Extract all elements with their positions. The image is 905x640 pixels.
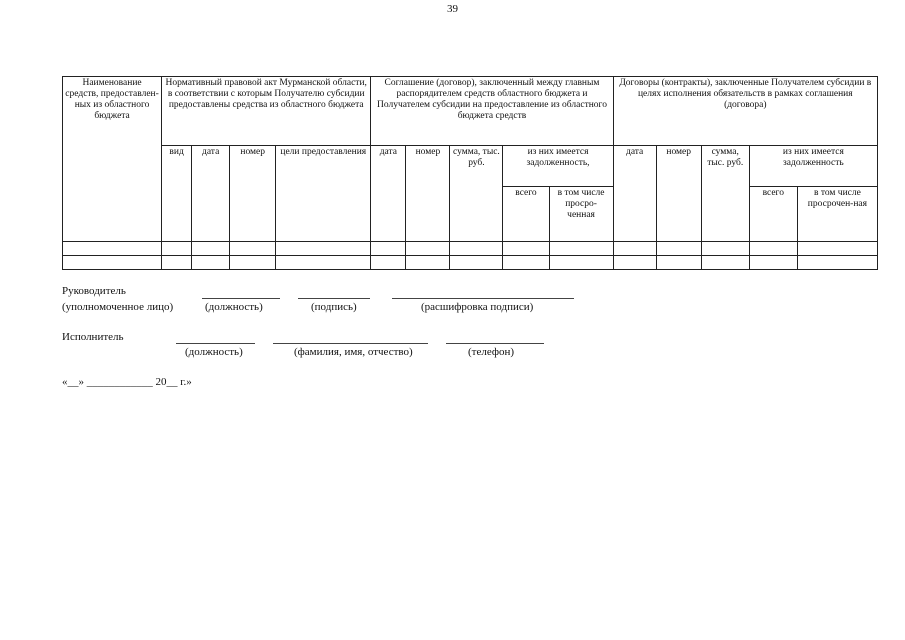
agreement-debt-header: из них имеется задолженность, (503, 146, 613, 187)
table-cell (656, 256, 701, 270)
table-cell (797, 242, 877, 256)
contracts-overdue-header: в том числе просрочен-ная (797, 187, 877, 242)
executor-position-caption: (должность) (185, 346, 243, 358)
agreement-date-header: дата (371, 146, 406, 242)
agreement-sum-header: сумма, тыс. руб. (450, 146, 503, 242)
table-cell (450, 256, 503, 270)
act-date-header: дата (192, 146, 230, 242)
table-cell (656, 242, 701, 256)
header-name: Наименование средств, предоставлен-ных из областного бюджета (63, 77, 162, 242)
table-cell (797, 256, 877, 270)
table-cell (613, 242, 656, 256)
full-name-line (273, 343, 428, 344)
act-purpose-header: цели предоставления (276, 146, 371, 242)
decoding-caption: (расшифровка подписи) (421, 301, 534, 313)
table-cell (749, 242, 797, 256)
page-number: 39 (447, 3, 458, 15)
act-number-header: номер (230, 146, 276, 242)
agreement-overdue-header: в том числе просро-ченная (549, 187, 613, 242)
table-cell (503, 256, 549, 270)
table-cell (230, 242, 276, 256)
table-cell (276, 256, 371, 270)
table-cell (192, 256, 230, 270)
contracts-total-header: всего (749, 187, 797, 242)
phone-caption: (телефон) (468, 346, 515, 358)
position-caption: (должность) (205, 301, 263, 313)
executor-position-line (176, 343, 255, 344)
act-type-header: вид (162, 146, 192, 242)
signature-caption: (подпись) (311, 301, 357, 313)
table-cell (549, 256, 613, 270)
table-cell (701, 256, 749, 270)
header-contracts: Договоры (контракты), заключенные Получателем субсидии в целях исполнения обязательств в рамках соглашения (договора) (613, 77, 877, 146)
table-cell (371, 256, 406, 270)
head-label: Руководитель (62, 285, 126, 297)
head-sublabel: (уполномоченное лицо) (62, 301, 174, 313)
position-line (202, 298, 280, 299)
contracts-sum-header: сумма, тыс. руб. (701, 146, 749, 242)
table-cell (749, 256, 797, 270)
agreement-total-header: всего (503, 187, 549, 242)
table-cell (63, 256, 162, 270)
header-act: Нормативный правовой акт Мурманской области, в соответствии с которым Получателю субсидии предоставлены средства из областного бюджета (162, 77, 371, 146)
table-cell (503, 242, 549, 256)
table-cell (450, 242, 503, 256)
table-cell (230, 256, 276, 270)
table-cell (406, 242, 450, 256)
header-agreement: Соглашение (договор), заключенный между главным распорядителем средств областного бюджета и Получателем субсидии на предоставление из областного бюджета средств (371, 77, 613, 146)
table-row (63, 242, 878, 256)
table-cell (701, 242, 749, 256)
table-cell (613, 256, 656, 270)
contracts-date-header: дата (613, 146, 656, 242)
table-cell (549, 242, 613, 256)
table-row (63, 256, 878, 270)
report-table (62, 76, 878, 270)
full-name-caption: (фамилия, имя, отчество) (294, 346, 413, 358)
table-cell (192, 242, 230, 256)
table-cell (406, 256, 450, 270)
contracts-number-header: номер (656, 146, 701, 242)
table-cell (63, 242, 162, 256)
decoding-line (392, 298, 574, 299)
agreement-number-header: номер (406, 146, 450, 242)
date-line: «__» ____________ 20__ г.» (62, 376, 192, 388)
phone-line (446, 343, 544, 344)
table-cell (162, 256, 192, 270)
executor-label: Исполнитель (62, 331, 124, 343)
table-cell (162, 242, 192, 256)
table-cell (276, 242, 371, 256)
contracts-debt-header: из них имеется задолженность (749, 146, 877, 187)
table-cell (371, 242, 406, 256)
signature-line (298, 298, 370, 299)
